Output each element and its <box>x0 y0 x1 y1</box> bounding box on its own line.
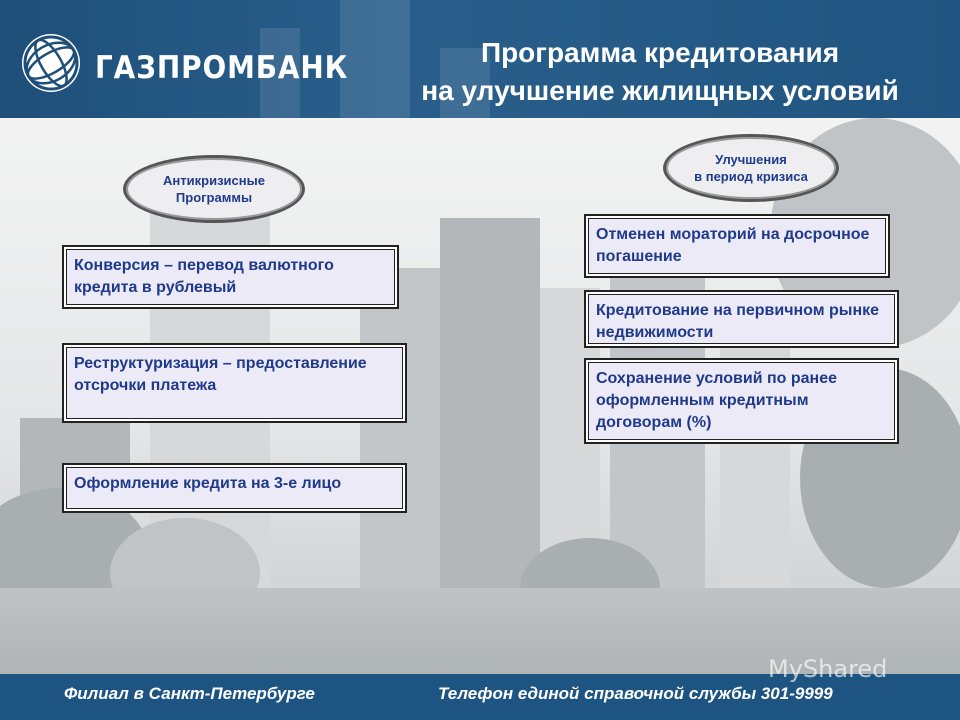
bg-building <box>440 218 540 598</box>
page-title <box>380 34 940 110</box>
footer-branch: Филиал в Санкт-Петербурге <box>64 684 315 703</box>
footer-phone: Телефон единой справочной службы 301-9999 <box>438 684 833 703</box>
brand-name: ГАЗПРОМБАНК <box>95 50 349 86</box>
improvement-box-moratorium: Отменен мораторий на досрочное погашение <box>584 214 890 278</box>
bg-building <box>360 268 450 598</box>
oval-left-line-2: Программы <box>175 190 253 205</box>
oval-right-line-1: Улучшения <box>715 152 787 167</box>
program-box-restructuring: Реструктуризация – предоставление отсрочки платежа <box>62 343 407 423</box>
title-line-2: на улучшение жилищных условий <box>421 75 899 106</box>
header-bar <box>0 0 960 118</box>
improvement-box-primary-market: Кредитование на первичном рынке недвижимости <box>584 290 899 348</box>
program-box-third-party: Оформление кредита на 3-е лицо <box>62 463 407 513</box>
oval-right-line-2: в период кризиса <box>694 169 808 184</box>
improvement-box-conditions: Сохранение условий по ранее оформленным кредитным договорам (%) <box>584 358 899 444</box>
program-box-conversion: Конверсия – перевод валютного кредита в рублевый <box>62 245 399 309</box>
oval-left-line-1: Антикризисные <box>163 173 265 188</box>
anticrisis-programs-oval <box>123 155 305 223</box>
watermark: MyShared <box>768 655 888 683</box>
crisis-improvements-oval <box>663 134 839 202</box>
title-line-1: Программа кредитования <box>480 37 840 68</box>
gazprombank-logo-icon <box>22 34 80 92</box>
